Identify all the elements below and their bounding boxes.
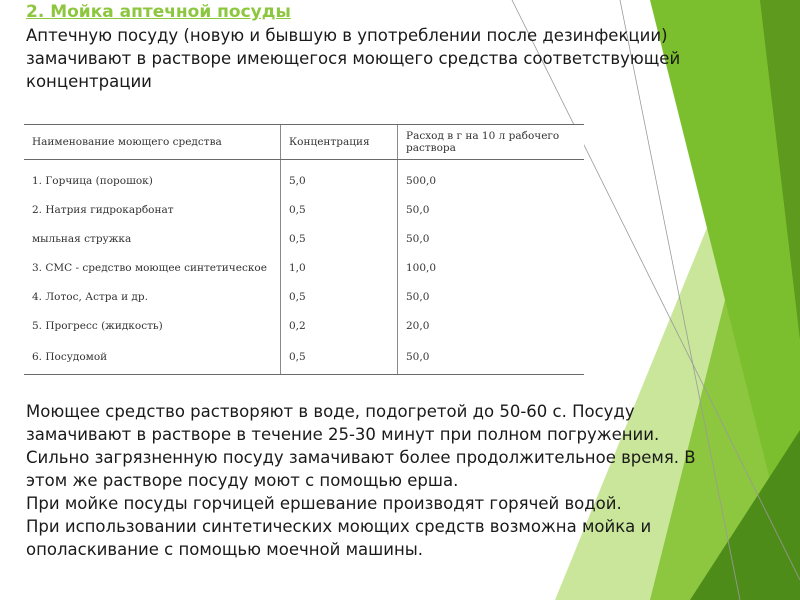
cell-name: 3. СМС - средство моющее синтетическое <box>32 261 267 274</box>
header-cell-concentration: Концентрация <box>281 125 398 160</box>
table-header-row <box>24 125 584 160</box>
detergent-table <box>24 124 584 375</box>
cell-concentration: 1,0 <box>281 253 398 282</box>
cell-name: 6. Посудомой <box>24 340 281 375</box>
cell-concentration: 0,5 <box>281 195 398 224</box>
table-row <box>24 195 584 224</box>
body-paragraph: При использовании синтетических моющих средств возможна мойка и ополаскивание с помощью моечной машины. <box>26 517 652 559</box>
header-cell-consumption: Расход в г на 10 л рабочего раствора <box>398 125 585 160</box>
cell-consumption: 500,0 <box>398 160 585 196</box>
cell-consumption: 100,0 <box>398 253 585 282</box>
table-row <box>24 253 584 282</box>
table-row <box>24 340 584 375</box>
cell-consumption: 20,0 <box>398 311 585 340</box>
cell-name: 4. Лотос, Астра и др. <box>32 290 148 303</box>
cell-consumption: 50,0 <box>398 340 585 375</box>
table-row <box>24 160 584 196</box>
detergent-table-image <box>24 124 584 364</box>
cell-concentration: 0,5 <box>281 340 398 375</box>
cell-name: 2. Натрия гидрокарбонат <box>32 203 174 216</box>
table-row <box>24 282 584 311</box>
intro-text: Аптечную посуду (новую и бывшую в употреблении после дезинфекции) замачивают в растворе имеющегося моющего средства соответствующей концентрации <box>26 26 681 91</box>
section-heading: 2. Мойка аптечной посуды <box>26 2 291 22</box>
cell-name: 1. Горчица (порошок) <box>32 174 153 187</box>
cell-consumption: 50,0 <box>398 195 585 224</box>
table-row <box>24 311 584 340</box>
cell-concentration: 0,5 <box>281 224 398 253</box>
body-text <box>26 400 726 561</box>
cell-name: 5. Прогресс (жидкость) <box>32 319 163 332</box>
header-cell-name: Наименование моющего средства <box>24 125 281 160</box>
cell-name: мыльная стружка <box>32 232 132 245</box>
cell-concentration: 0,2 <box>281 311 398 340</box>
cell-consumption: 50,0 <box>398 224 585 253</box>
body-paragraph: Моющее средство растворяют в воде, подогретой до 50-60 с. Посуду замачивают в растворе в течение 25-30 минут при полном погружении. Сильно загрязненную посуду замачивают более продолжительное время. В этом же растворе посуду моют с помощью ерша. <box>26 402 696 490</box>
cell-consumption: 50,0 <box>398 282 585 311</box>
cell-concentration: 0,5 <box>281 282 398 311</box>
table-row <box>24 224 584 253</box>
cell-concentration: 5,0 <box>281 160 398 196</box>
body-paragraph: При мойке посуды горчицей ершевание производят горячей водой. <box>26 494 622 513</box>
